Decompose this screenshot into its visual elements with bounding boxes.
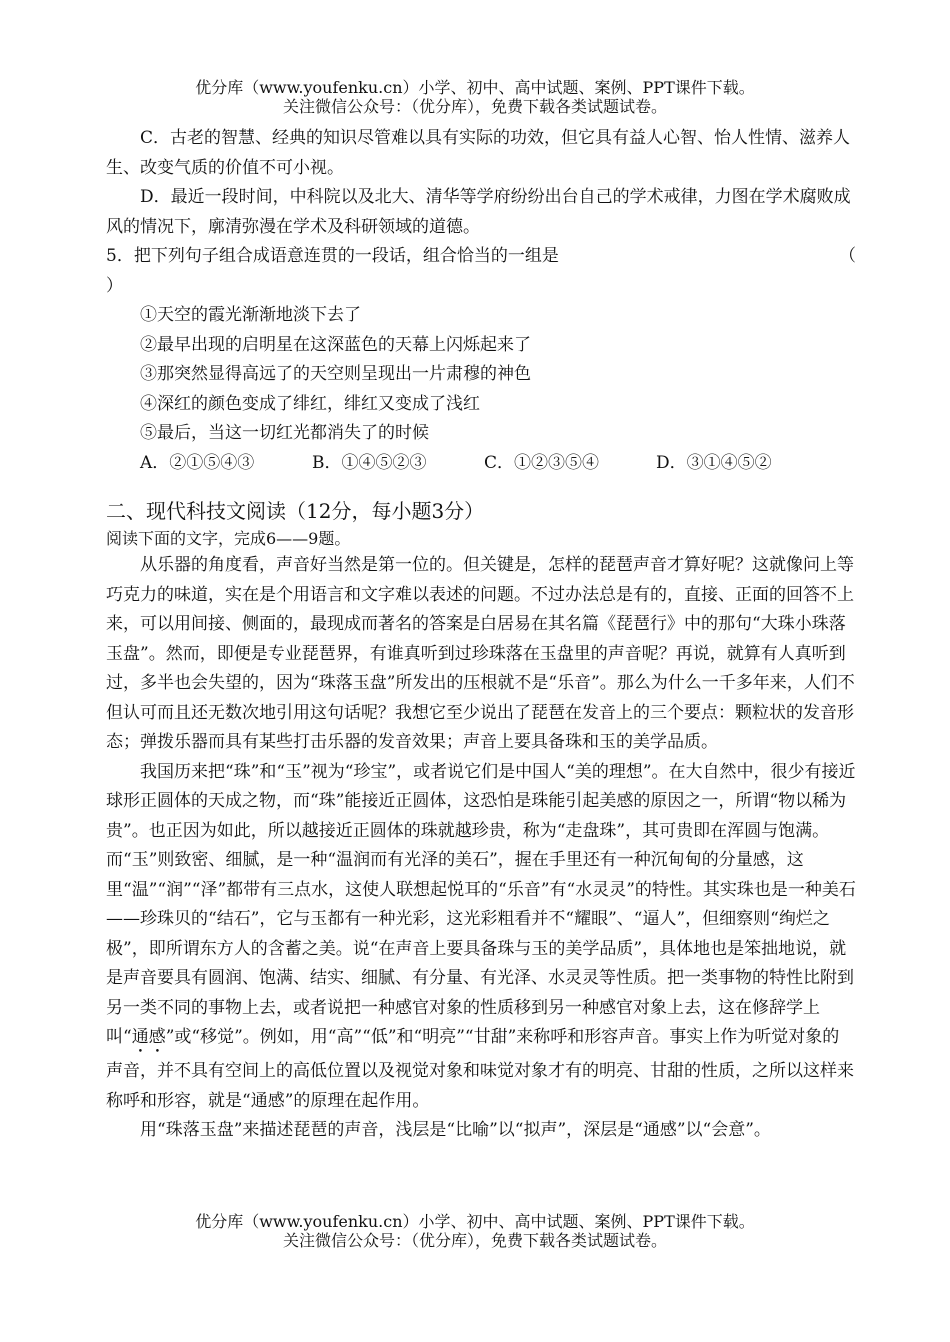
q5-choice-b: B．①④⑤②③	[312, 452, 427, 473]
passage-paragraph-1: 从乐器的角度看，声音好当然是第一位的。但关键是，怎样的琵琶声音才算好呢？这就像问上等巧克力的味道，实在是个用语言和文字难以表述的问题。不过办法总是有的，直接、正面的回答不上来，可以用间接、侧面的，最现成而著名的答案是白居易在其名篇《琵琶行》中的那句“大珠小珠落玉盘”。然而，即便是专业琵琶界，有谁真听到过珍珠落在玉盘里的声音呢？再说，就算有人真听到过，多半也会失望的，因为“珠落玉盘”所发出的压根就不是“乐音”。那么为什么一千多年来，人们不但认可而且还无数次地引用这句话呢？我想它至少说出了琵琶在发音上的三个要点：颗粒状的发音形态；弹拨乐器而具有某些打击乐器的发音效果；声音上要具备珠和玉的美学品质。	[106, 555, 855, 752]
paragraph-2-part-1: 我国历来把“珠”和“玉”视为“珍宝”，或者说它们是中国人“美的理想”。在大自然中，很少有接近球形正圆体的天成之物，而“珠”能接近正圆体，这恐怕是珠能引起美感的原因之一，所谓“物以稀为贵”。也正因为如此，所以越接近正圆体的珠就越珍贵，称为“走盘珠”，其可贵即在浑圆与饱满。而“玉”则致密、细腻，是一种“温润而有光泽的美石”，握在手里还有一种沉甸甸的分量感，这里“温”“润”“泽”都带有三点水，这使人联想起悦耳的“乐音”有“水灵灵”的特性。其实珠也是一种美石——珍珠贝的“结石”，它与玉都有一种光彩，这光彩粗看并不“耀眼”、“逼人”，但细察则“绚烂之极”，即所谓东方人的含蓄之美。说“在声音上要具备珠与玉的美学品质”，具体地也是笨拙地说，就是声音要具有圆润、饱满、结实、细腻、有分量、有光泽、水灵灵等性质。把一类事物的特性比附到另一类不同的事物上去，或者说把一种感官对象的性质移到另一种感官对象上去，这在修辞学上叫	[106, 761, 856, 1047]
page-footer	[0, 1212, 950, 1250]
header-line-2: 关注微信公众号：（优分库），免费下载各类试题试卷。	[282, 97, 667, 116]
header-line-1: 优分库（www.youfenku.cn）小学、初中、高中试题、案例、PPT课件下载。	[195, 78, 755, 97]
q5-stem: 5．把下列句子组合成语意连贯的一段话，组合恰当的一组是	[106, 246, 559, 266]
page-header	[0, 78, 950, 116]
section-2-title: 二、现代科技文阅读（12分，每小题3分）	[106, 499, 485, 523]
passage-paragraph-3: 用“珠落玉盘”来描述琵琶的声音，浅层是“比喻”以“拟声”，深层是“通感”以“会意”。	[140, 1120, 771, 1140]
q5-choice-d: D．③①④⑤②	[656, 452, 772, 473]
q4-option-c: C．古老的智慧、经典的知识尽管难以具有实际的功效，但它具有益人心智、怡人性情、滋养人生、改变气质的价值不可小视。	[106, 128, 851, 178]
q5-sentence-3: ③那突然显得高远了的天空则呈现出一片肃穆的神色	[140, 364, 531, 384]
q5-stem-row	[106, 242, 856, 272]
paragraph-2-part-2: 或“移觉”。例如，用“高”“低”和“明亮”“甘甜”来称呼和形容声音。事实上作为听觉对象的声音，并不具有空间上的高低位置以及视觉对象和味觉对象才有的明亮、甘甜的性质，之所以这样来称呼和形容，就是“通感”的原理在起作用。	[106, 1027, 854, 1111]
q5-sentence-2: ②最早出现的启明星在这深蓝色的天幕上闪烁起来了	[140, 334, 531, 355]
footer-line-2: 关注微信公众号：（优分库），免费下载各类试题试卷。	[282, 1231, 667, 1250]
passage-paragraph-2	[106, 758, 856, 1117]
document-body	[106, 124, 856, 1146]
q5-choices	[106, 449, 856, 479]
q5-paren-close: ）	[106, 275, 123, 296]
q5-sentence-1: ①天空的霞光渐渐地淡下去了	[140, 305, 361, 325]
q4-option-d: D．最近一段时间，中科院以及北大、清华等学府纷纷出台自己的学术戒律，力图在学术腐败成风的情况下，廓清弥漫在学术及科研领域的道德。	[106, 187, 851, 237]
section-2-instruction: 阅读下面的文字，完成6——9题。	[106, 529, 351, 548]
q5-sentence-5: ⑤最后，当这一切红光都消失了的时候	[140, 423, 429, 443]
footer-line-1: 优分库（www.youfenku.cn）小学、初中、高中试题、案例、PPT课件下载。	[195, 1212, 755, 1231]
q5-choice-a: A．②①⑤④③	[140, 452, 255, 473]
q5-choice-c: C．①②③⑤④	[484, 452, 600, 473]
q5-paren-open: （	[839, 246, 856, 266]
emphasized-term: “通感”	[123, 1027, 175, 1047]
q5-sentence-4: ④深红的颜色变成了绯红，绯红又变成了浅红	[140, 393, 480, 414]
